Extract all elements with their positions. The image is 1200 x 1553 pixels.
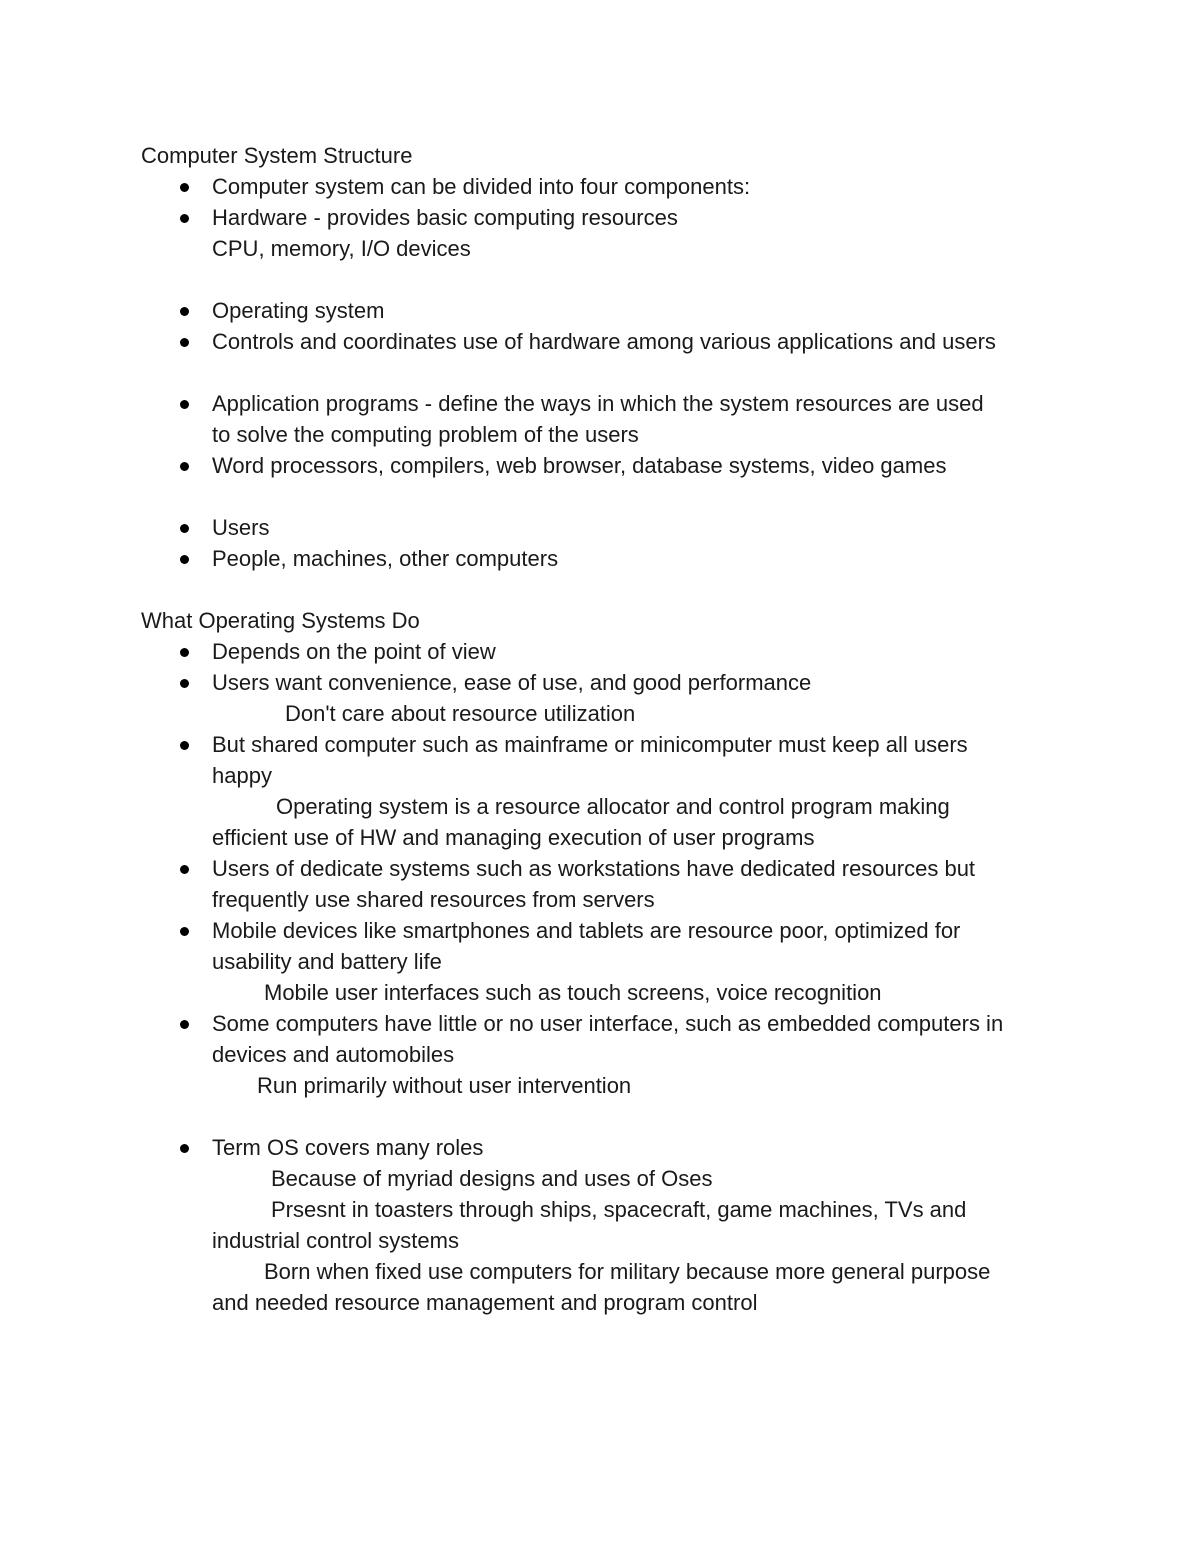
blank-line [141, 481, 1101, 512]
blank-line [141, 574, 1101, 605]
list-item-text: Term OS covers many roles [212, 1135, 484, 1160]
list-item [141, 1008, 1101, 1101]
bullet-icon [180, 679, 189, 688]
list-item-text: Application programs - define the ways in which the system resources are used [212, 391, 984, 416]
list-item-subnote: Because of myriad designs and uses of Oses [271, 1166, 713, 1191]
bullet-icon [180, 338, 189, 347]
list-item [141, 295, 1101, 326]
bullet-icon [180, 400, 189, 409]
list-item [141, 667, 1101, 729]
section-heading-what-operating-systems-do: What Operating Systems Do [141, 608, 420, 633]
bullet-icon [180, 927, 189, 936]
list-item-continuation: and needed resource management and program control [212, 1290, 758, 1315]
bullet-icon [180, 183, 189, 192]
list-item [141, 171, 1101, 202]
list-item-text: Mobile devices like smartphones and tablets are resource poor, optimized for [212, 918, 961, 943]
list-item-text: Computer system can be divided into four components: [212, 174, 751, 199]
list-item-continuation: to solve the computing problem of the users [212, 422, 639, 447]
blank-line [141, 357, 1101, 388]
bullet-list-section-1 [141, 171, 1101, 574]
list-item-text: Word processors, compilers, web browser, database systems, video games [212, 453, 947, 478]
bullet-icon [180, 555, 189, 564]
list-item-subnote: Born when fixed use computers for military because more general purpose [264, 1259, 991, 1284]
bullet-list-section-2 [141, 636, 1101, 1318]
list-item-continuation: happy [212, 763, 272, 788]
list-item-text: Users want convenience, ease of use, and good performance [212, 670, 812, 695]
list-item [141, 729, 1101, 853]
section-heading-computer-system-structure: Computer System Structure [141, 143, 413, 168]
list-item-subnote: Don't care about resource utilization [285, 701, 636, 726]
list-item [141, 636, 1101, 667]
list-item [141, 388, 1101, 450]
bullet-icon [180, 1144, 189, 1153]
bullet-icon [180, 462, 189, 471]
bullet-icon [180, 648, 189, 657]
list-item-continuation: usability and battery life [212, 949, 442, 974]
list-item [141, 915, 1101, 1008]
list-item-text: But shared computer such as mainframe or minicomputer must keep all users [212, 732, 968, 757]
list-item [141, 853, 1101, 915]
list-item-text: Operating system [212, 298, 385, 323]
bullet-icon [180, 741, 189, 750]
list-item-continuation: devices and automobiles [212, 1042, 455, 1067]
blank-line [141, 1101, 1101, 1132]
list-item-subnote: Mobile user interfaces such as touch screens, voice recognition [264, 980, 882, 1005]
list-item [141, 326, 1101, 357]
bullet-icon [180, 1020, 189, 1029]
list-item-subnote: Prsesnt in toasters through ships, spacecraft, game machines, TVs and [271, 1197, 967, 1222]
bullet-icon [180, 865, 189, 874]
list-item [141, 1132, 1101, 1318]
list-item-subnote: Run primarily without user intervention [257, 1073, 632, 1098]
list-item-continuation: CPU, memory, I/O devices [212, 236, 471, 261]
list-item-continuation: frequently use shared resources from servers [212, 887, 655, 912]
bullet-icon [180, 524, 189, 533]
list-item-continuation: industrial control systems [212, 1228, 459, 1253]
bullet-icon [180, 214, 189, 223]
list-item-text: Users of dedicate systems such as workstations have dedicated resources but [212, 856, 976, 881]
list-item-text: Depends on the point of view [212, 639, 496, 664]
document-content [141, 140, 1101, 1318]
blank-line [141, 264, 1101, 295]
list-item [141, 202, 1101, 264]
list-item [141, 450, 1101, 481]
list-item [141, 543, 1101, 574]
list-item-text: Some computers have little or no user interface, such as embedded computers in [212, 1011, 1004, 1036]
bullet-icon [180, 307, 189, 316]
list-item-subnote: Operating system is a resource allocator and control program making [276, 794, 950, 819]
list-item-text: Hardware - provides basic computing resources [212, 205, 678, 230]
list-item-continuation: efficient use of HW and managing execution of user programs [212, 825, 815, 850]
list-item [141, 512, 1101, 543]
list-item-text: Users [212, 515, 270, 540]
list-item-text: People, machines, other computers [212, 546, 559, 571]
list-item-text: Controls and coordinates use of hardware among various applications and users [212, 329, 996, 354]
